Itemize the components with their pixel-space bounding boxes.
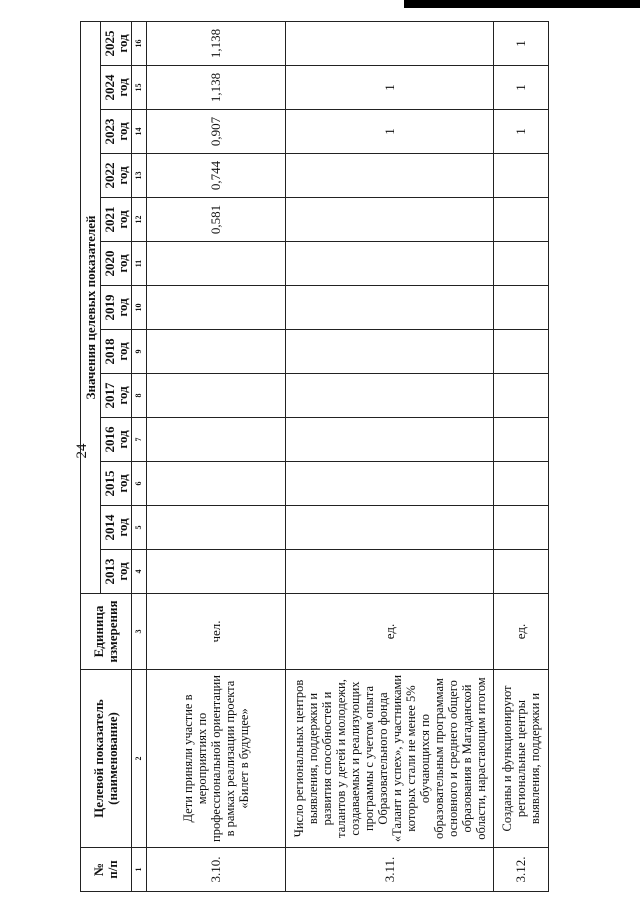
column-number-cell: 11 [131, 242, 146, 286]
header-year-0: 2013 год [101, 550, 132, 594]
unit-cell: чел. [147, 594, 286, 670]
value-cell [147, 286, 286, 330]
header-year-4: 2017 год [101, 374, 132, 418]
column-number-cell: 9 [131, 330, 146, 374]
column-number-cell: 15 [131, 66, 146, 110]
value-cell [286, 418, 494, 462]
value-cell [147, 242, 286, 286]
header-year-5: 2018 год [101, 330, 132, 374]
value-cell: 1,138 [147, 21, 286, 65]
value-cell: 1 [494, 66, 549, 110]
value-cell: 0,744 [147, 154, 286, 198]
value-cell: 1 [286, 110, 494, 154]
row-index: 3.12. [494, 848, 549, 892]
column-number-cell: 10 [131, 286, 146, 330]
column-number-cell: 6 [131, 462, 146, 506]
value-cell [494, 198, 549, 242]
header-unit: Единица измерения [81, 594, 132, 670]
column-number-cell: 13 [131, 154, 146, 198]
header-year-12: 2025 год [101, 21, 132, 65]
value-cell [494, 286, 549, 330]
column-number-cell: 7 [131, 418, 146, 462]
header-num: № п/п [81, 848, 132, 892]
value-cell [147, 374, 286, 418]
value-cell [286, 374, 494, 418]
value-cell: 0,581 [147, 198, 286, 242]
value-cell [286, 330, 494, 374]
value-cell [286, 154, 494, 198]
header-year-9: 2022 год [101, 154, 132, 198]
value-cell [147, 550, 286, 594]
value-cell [286, 506, 494, 550]
value-cell: 1 [494, 110, 549, 154]
column-number-cell: 3 [131, 594, 146, 670]
header-year-1: 2014 год [101, 506, 132, 550]
header-year-2: 2015 год [101, 462, 132, 506]
value-cell [147, 418, 286, 462]
column-number-cell: 5 [131, 506, 146, 550]
indicator-name: Число региональных центров выявления, поддержки и развития способностей и талантов у детей и молодежи, создаваемых и реализующих программы с учетом опыта Образовательного фонда «Талант и успех», участниками которых стали не менее 5% обучающихся по образовательным программам основного и среднего общего образования в Магаданской области, нарастающим итогом [286, 670, 494, 848]
column-number-cell: 16 [131, 21, 146, 65]
header-year-8: 2021 год [101, 198, 132, 242]
column-number-cell: 8 [131, 374, 146, 418]
column-number-cell: 1 [131, 848, 146, 892]
column-number-cell: 14 [131, 110, 146, 154]
header-year-10: 2023 год [101, 110, 132, 154]
unit-cell: ед. [494, 594, 549, 670]
value-cell [286, 550, 494, 594]
value-cell [494, 462, 549, 506]
value-cell [494, 330, 549, 374]
header-year-6: 2019 год [101, 286, 132, 330]
value-cell: 0,907 [147, 110, 286, 154]
value-cell [494, 242, 549, 286]
column-number-cell: 2 [131, 670, 146, 848]
value-cell [286, 286, 494, 330]
value-cell: 1,138 [147, 66, 286, 110]
value-cell [494, 154, 549, 198]
scan-edge-bar [404, 0, 640, 8]
column-number-cell: 12 [131, 198, 146, 242]
indicator-name: Дети приняли участие в мероприятиях по профессиональной ориентации в рамках реализации проекта «Билет в будущее» [147, 670, 286, 848]
header-indicator: Целевой показатель (наименование) [81, 670, 132, 848]
header-year-11: 2024 год [101, 66, 132, 110]
rotated-table-container [80, 24, 549, 892]
value-cell: 1 [494, 21, 549, 65]
value-cell [494, 550, 549, 594]
value-cell [494, 418, 549, 462]
value-cell [147, 506, 286, 550]
row-index: 3.10. [147, 848, 286, 892]
row-index: 3.11. [286, 848, 494, 892]
table-row [494, 21, 549, 891]
unit-cell: ед. [286, 594, 494, 670]
indicator-name: Созданы и функционируют региональные центры выявления, поддержки и [494, 670, 549, 848]
column-number-cell: 4 [131, 550, 146, 594]
value-cell: 1 [286, 66, 494, 110]
value-cell [494, 374, 549, 418]
value-cell [147, 462, 286, 506]
header-year-7: 2020 год [101, 242, 132, 286]
value-cell [494, 506, 549, 550]
target-indicators-table [80, 21, 549, 892]
header-values-group: Значения целевых показателей [81, 21, 101, 593]
header-year-3: 2016 год [101, 418, 132, 462]
value-cell [286, 462, 494, 506]
value-cell [286, 198, 494, 242]
value-cell [147, 330, 286, 374]
table-row [286, 21, 494, 891]
value-cell [286, 21, 494, 65]
page-number: 24 [74, 443, 90, 459]
table-row [147, 21, 286, 891]
value-cell [286, 242, 494, 286]
